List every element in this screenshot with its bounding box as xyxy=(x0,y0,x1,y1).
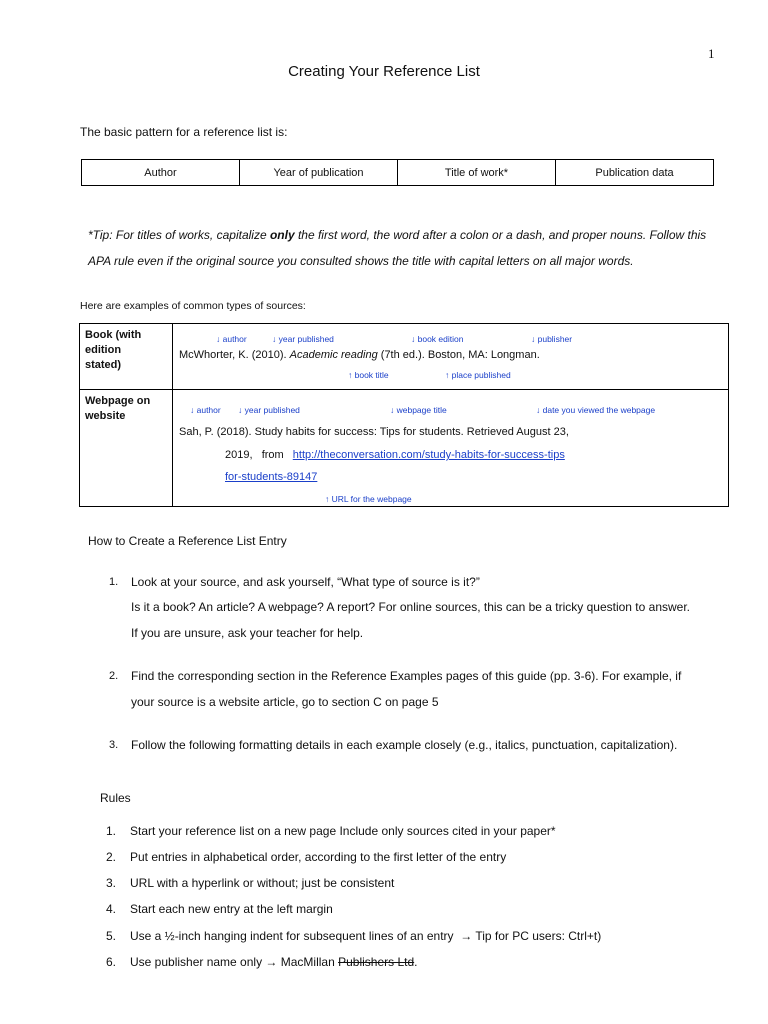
annotation-author: ↓ author xyxy=(216,334,247,344)
rule-text xyxy=(130,955,417,969)
book-reference-start: McWhorter, K. (2010). xyxy=(179,349,290,361)
rule-number: 4. xyxy=(106,902,117,916)
rule-text: Start your reference list on a new page Include only sources cited in your paper* xyxy=(130,824,556,838)
example-row-book xyxy=(80,324,729,390)
tip-text-start: *Tip: For titles of works, capitalize xyxy=(88,228,270,242)
intro-text: The basic pattern for a reference list is: xyxy=(80,125,288,139)
rule-text: Put entries in alphabetical order, according to the first letter of the entry xyxy=(130,850,507,864)
pattern-cell-title: Title of work* xyxy=(398,160,556,186)
item-line: Look at your source, and ask yourself, “What type of source is it?” xyxy=(131,575,480,589)
webpage-reference-line2 xyxy=(225,449,565,461)
annotation-year: ↓ year published xyxy=(238,405,300,415)
annotation-webpage-title: ↓ webpage title xyxy=(390,405,447,415)
annotation-publisher: ↓ publisher xyxy=(531,334,573,344)
webpage-url-link-continued[interactable]: for-students-89147 xyxy=(225,471,318,483)
source-type-webpage xyxy=(80,390,173,507)
annotation-url: ↑ URL for the webpage xyxy=(325,494,412,504)
rule-number: 6. xyxy=(106,955,117,969)
rule-text: URL with a hyperlink or without; just be consistent xyxy=(130,876,395,890)
page-number: 1 xyxy=(708,46,715,61)
struck-text: Publishers Ltd xyxy=(338,955,415,969)
webpage-reference-prefix: 2019, from xyxy=(225,449,284,461)
rule-number: 2. xyxy=(106,850,117,864)
book-reference-end: (7th ed.). Boston, MA: Longman. xyxy=(377,349,540,361)
item-number: 2. xyxy=(109,670,119,682)
annotation-place: ↑ place published xyxy=(445,370,511,380)
book-reference-title: Academic reading xyxy=(289,349,378,361)
rule-number: 3. xyxy=(106,876,117,890)
source-type-book xyxy=(80,324,173,390)
capitalization-tip xyxy=(88,222,728,274)
annotation-edition: ↓ book edition xyxy=(411,334,464,344)
rule-text-start: Use publisher name only → MacMillan xyxy=(130,955,339,969)
webpage-reference-line1: Sah, P. (2018). Study habits for success: Tips for students. Retrieved August 23, xyxy=(179,426,569,438)
source-type-label: Webpage on website xyxy=(85,395,151,422)
table-row xyxy=(82,160,714,186)
pattern-cell-year: Year of publication xyxy=(240,160,398,186)
pattern-cell-publication: Publication data xyxy=(556,160,714,186)
item-line: If you are unsure, ask your teacher for help. xyxy=(131,626,364,640)
examples-table xyxy=(79,323,729,507)
annotation-date-viewed: ↓ date you viewed the webpage xyxy=(536,405,656,415)
rule-number: 1. xyxy=(106,824,117,838)
annotation-book-title: ↑ book title xyxy=(348,370,389,380)
tip-text-end: the first word, the word after a colon or a dash, and proper nouns. Follow this APA rule even if the original source you consulted shows the title with capital letters on all major words. xyxy=(88,228,707,268)
rules-heading: Rules xyxy=(100,791,131,805)
item-line: Follow the following formatting details in each example closely (e.g., italics, punctuation, capitalization). xyxy=(131,738,678,752)
annotation-year: ↓ year published xyxy=(272,334,334,344)
rule-number: 5. xyxy=(106,929,117,943)
rule-text-end: . xyxy=(414,955,418,969)
item-line: Is it a book? An article? A webpage? A report? For online sources, this can be a tricky question to answer. xyxy=(131,600,690,614)
annotation-author: ↓ author xyxy=(190,405,221,415)
page-title: Creating Your Reference List xyxy=(288,63,480,80)
examples-intro: Here are examples of common types of sources: xyxy=(80,300,306,312)
example-entry-webpage xyxy=(173,390,729,507)
tip-emphasis: only xyxy=(269,228,295,242)
source-type-label: Book (with edition stated) xyxy=(85,329,142,371)
pattern-cell-author: Author xyxy=(82,160,240,186)
how-to-heading: How to Create a Reference List Entry xyxy=(88,534,287,548)
example-row-webpage xyxy=(80,390,729,507)
rule-text: Start each new entry at the left margin xyxy=(130,902,333,916)
book-reference xyxy=(179,349,540,361)
rule-text: Use a ½-inch hanging indent for subsequent lines of an entry → Tip for PC users: Ctrl+t) xyxy=(130,929,602,943)
pattern-table xyxy=(81,159,714,186)
item-line: your source is a website article, go to section C on page 5 xyxy=(131,695,439,709)
item-line: Find the corresponding section in the Reference Examples pages of this guide (pp. 3-6). For example, if xyxy=(131,669,682,683)
item-number: 3. xyxy=(109,739,119,751)
webpage-url-link[interactable]: http://theconversation.com/study-habits-for-success-tips xyxy=(292,449,565,461)
example-entry-book xyxy=(173,324,729,390)
item-number: 1. xyxy=(109,576,119,588)
